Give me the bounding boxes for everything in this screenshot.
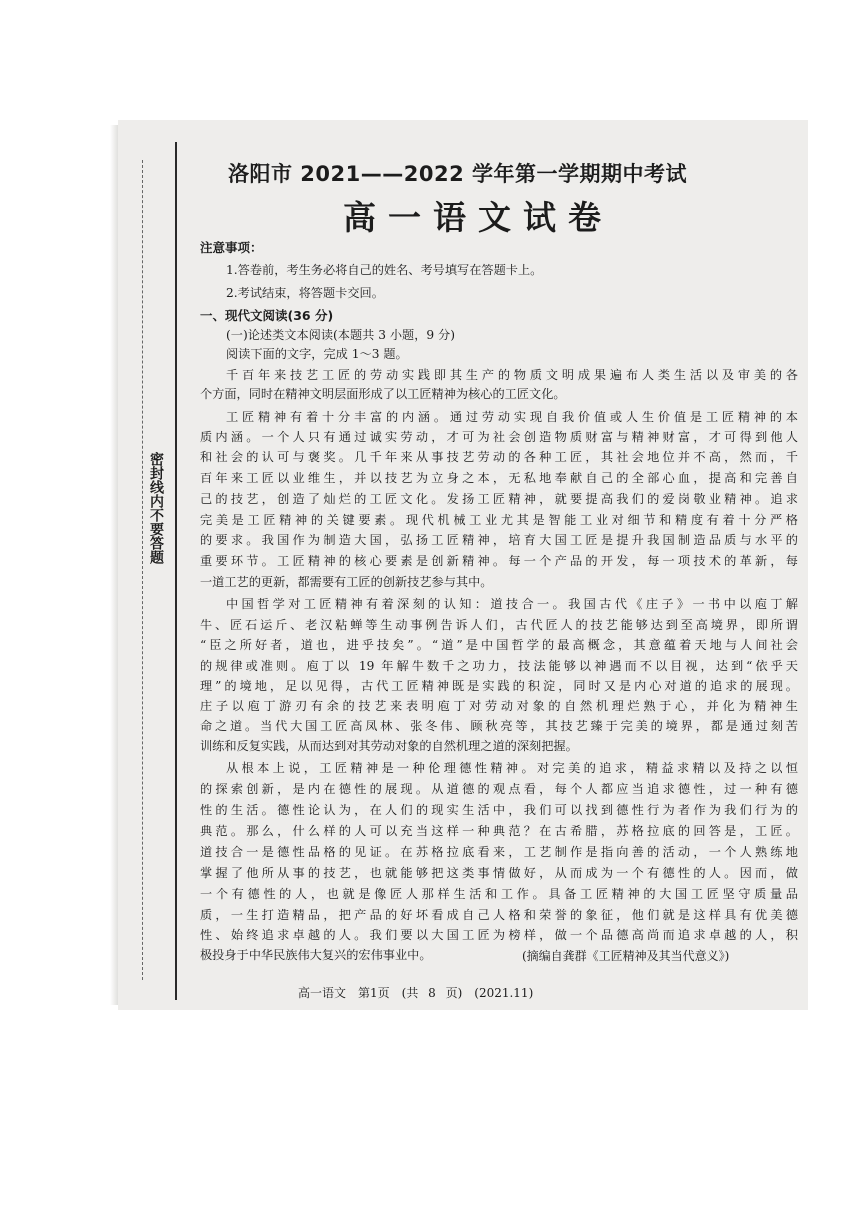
passage-source: (摘编自龚群《工匠精神及其当代意义》) — [522, 949, 730, 963]
passage-line: 个方面，同时在精神文明层面形成了以工匠精神为核心的工匠文化。 — [200, 387, 566, 401]
passage-line: 百年来工匠以业维生，并以技艺为立身之本，无私地奉献自己的全部心血，提高和完善自 — [200, 471, 798, 485]
passage-line: 质内涵。一个人只有通过诚实劳动，才可为社会创造物质财富与精神财富，才可得到他人 — [200, 430, 798, 444]
passage-line: 中国哲学对工匠精神有着深刻的认知：道技合一。我国古代《庄子》一书中以庖丁解 — [226, 597, 798, 611]
reading-instruction: 阅读下面的文字，完成 1～3 题。 — [226, 347, 408, 361]
passage-line: 工匠精神有着十分丰富的内涵。通过劳动实现自我价值或人生价值是工匠精神的本 — [226, 410, 798, 424]
passage-line: 性的生活。德性论认为，在人们的现实生活中，我们可以找到德性行为者作为我们行为的 — [200, 803, 798, 817]
exam-title: 洛阳市 2021——2022 学年第一学期期中考试 — [228, 162, 688, 186]
passage-line: 典范。那么，什么样的人可以充当这样一种典范？在古希腊，苏格拉底的回答是，工匠。 — [200, 824, 798, 838]
passage-line: “臣之所好者，道也，进乎技矣”。“道”是中国哲学的最高概念，其意蕴着天地与人间社会 — [200, 638, 798, 652]
sub-section-heading: (一)论述类文本阅读(本题共 3 小题，9 分) — [226, 328, 455, 342]
seal-dashed-line — [142, 160, 143, 980]
passage-line: 命之道。当代大国工匠高凤林、张冬伟、顾秋亮等，其技艺臻于完美的境界，都是通过刻苦 — [200, 719, 798, 733]
passage-line: 理”的境地，足以见得，古代工匠精神既是实践的积淀，同时又是内心对道的追求的展现。 — [200, 679, 798, 693]
page-footer: 高一语文 第1页 (共 8 页) (2021.11) — [298, 986, 534, 1000]
passage-line: 道技合一是德性品格的见证。在苏格拉底看来，工艺制作是指向善的活动，一个人熟练地 — [200, 845, 798, 859]
passage-line: 的要求。我国作为制造大国，弘扬工匠精神，培育大国工匠是提升我国制造品质与水平的 — [200, 533, 798, 547]
passage-line: 重要环节。工匠精神的核心要素是创新精神。每一个产品的开发，每一项技术的革新，每 — [200, 554, 798, 568]
exam-subtitle: 高一语文试卷 — [343, 198, 613, 237]
section-heading: 一、现代文阅读(36 分) — [200, 308, 334, 323]
passage-line: 千百年来技艺工匠的劳动实践即其生产的物质文明成果遍布人类生活以及审美的各 — [226, 368, 798, 382]
passage-line: 性、始终追求卓越的人。我们要以大国工匠为榜样，做一个品德高尚而追求卓越的人，积 — [200, 928, 798, 942]
seal-line-warning: 密封线内不要答题 — [148, 452, 164, 564]
notice-item-1: 1.答卷前，考生务必将自己的姓名、考号填写在答题卡上。 — [226, 263, 543, 277]
passage-line: 一道工艺的更新，都需要有工匠的创新技艺参与其中。 — [200, 575, 493, 589]
notice-heading: 注意事项： — [200, 240, 263, 255]
seal-solid-line — [175, 142, 177, 1000]
passage-line: 完美是工匠精神的关键要素。现代机械工业尤其是智能工业对细节和精度有着十分严格 — [200, 513, 798, 527]
passage-line: 一个有德性的人，也就是像匠人那样生活和工作。具备工匠精神的大国工匠坚守质量品 — [200, 887, 798, 901]
passage-line: 己的技艺，创造了灿烂的工匠文化。发扬工匠精神，就要提高我们的爱岗敬业精神。追求 — [200, 492, 798, 506]
passage-line: 和社会的认可与褒奖。几千年来从事技艺劳动的各种工匠，其社会地位并不高，然而，千 — [200, 450, 798, 464]
passage-line: 的规律或准则。庖丁以 19 年解牛数千之功力，技法能够以神遇而不以目视，达到“依乎天 — [200, 659, 798, 673]
passage-line: 质，一生打造精品，把产品的好坏看成自己人格和荣誉的象征，他们就是这样具有优美德 — [200, 908, 798, 922]
passage-line: 训练和反复实践，从而达到对其劳动对象的自然机理之道的深刻把握。 — [200, 739, 578, 753]
passage-line: 庄子以庖丁游刃有余的技艺来表明庖丁对劳动对象的自然机理烂熟于心，并化为精神生 — [200, 699, 798, 713]
notice-item-2: 2.考试结束，将答题卡交回。 — [226, 286, 384, 300]
passage-line: 极投身于中华民族伟大复兴的宏伟事业中。 — [200, 948, 432, 962]
passage-line: 从根本上说，工匠精神是一种伦理德性精神。对完美的追求，精益求精以及持之以恒 — [226, 761, 798, 775]
passage-line: 掌握了他所从事的技艺，也就能够把这类事情做好，从而成为一个有德性的人。因而，做 — [200, 866, 798, 880]
passage-line: 牛、匠石运斤、老汉粘蝉等生动事例告诉人们，古代匠人的技艺能够达到至高境界，即所谓 — [200, 618, 798, 632]
passage-line: 的探索创新，是内在德性的展现。从道德的观点看，每个人都应当追求德性，过一种有德 — [200, 782, 798, 796]
